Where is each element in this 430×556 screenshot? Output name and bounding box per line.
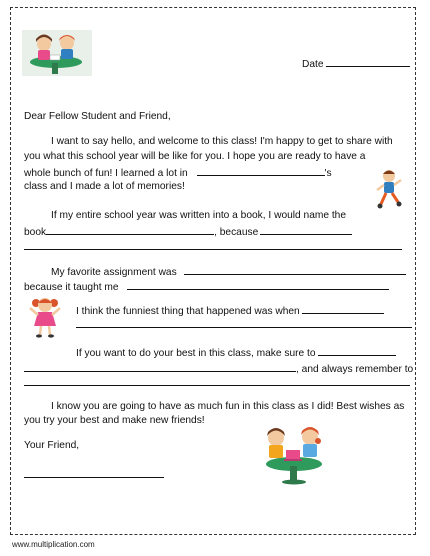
because-blank-1[interactable] xyxy=(260,225,352,235)
taught-me-text: because it taught me xyxy=(24,282,119,293)
girl-illustration xyxy=(26,294,64,338)
paragraph-1-line-3-text: whole bunch of fun! I learned a lot in xyxy=(24,168,188,179)
paragraph-1-line-1: I want to say hello, and welcome to this class! I'm happy to get to share with xyxy=(51,136,393,147)
paragraph-6-line-2: you try your best and make new friends! xyxy=(24,415,205,426)
date-label: Date xyxy=(302,59,324,70)
because-blank-2[interactable] xyxy=(24,249,402,250)
funniest-thing-blank-1[interactable] xyxy=(302,304,384,314)
greeting: Dear Fellow Student and Friend, xyxy=(24,111,171,122)
always-remember-blank[interactable] xyxy=(24,385,410,386)
paragraph-3-line-2 xyxy=(24,280,389,294)
always-remember-text: , and always remember to xyxy=(296,364,414,375)
funniest-thing-text: I think the funniest thing that happened was when xyxy=(76,306,300,317)
signature-line[interactable] xyxy=(24,477,164,478)
paragraph-3-line-1 xyxy=(51,265,406,279)
date-row xyxy=(302,57,410,71)
because-word: , because xyxy=(214,227,259,238)
paragraph-5-line-1 xyxy=(76,346,396,360)
funniest-thing-blank-2[interactable] xyxy=(76,327,412,328)
teacher-name-blank[interactable] xyxy=(197,166,325,176)
make-sure-blank[interactable] xyxy=(318,346,396,356)
paragraph-6-line-1: I know you are going to have as much fun in this class as I did! Best wishes as xyxy=(51,401,405,412)
paragraph-2-line-2 xyxy=(24,225,352,239)
book-title-blank[interactable] xyxy=(46,225,214,235)
paragraph-1-line-3 xyxy=(24,166,332,180)
favorite-assignment-text: My favorite assignment was xyxy=(51,267,177,278)
do-your-best-text: If you want to do your best in this class, make sure to xyxy=(76,348,316,359)
date-blank[interactable] xyxy=(326,57,410,67)
book-word: book xyxy=(24,227,47,238)
paragraph-4-line-1 xyxy=(76,304,384,318)
favorite-assignment-blank[interactable] xyxy=(184,265,406,275)
kids-at-table-illustration xyxy=(22,30,92,76)
kids-with-laptop-illustration xyxy=(256,422,332,486)
make-sure-blank-2[interactable] xyxy=(24,362,296,372)
closing: Your Friend, xyxy=(24,440,80,451)
possessive-suffix: 's xyxy=(324,168,332,179)
footer-url: www.multiplication.com xyxy=(12,540,95,549)
taught-me-blank[interactable] xyxy=(127,280,389,290)
running-boy-illustration xyxy=(374,168,404,210)
paragraph-5-line-2 xyxy=(24,362,413,376)
paragraph-1-line-4: class and I made a lot of memories! xyxy=(24,181,185,192)
paragraph-2-line-1: If my entire school year was written into a book, I would name the xyxy=(51,210,347,221)
paragraph-1-line-2: you what this school year will be like for you. I hope you are ready to have a xyxy=(24,151,366,162)
